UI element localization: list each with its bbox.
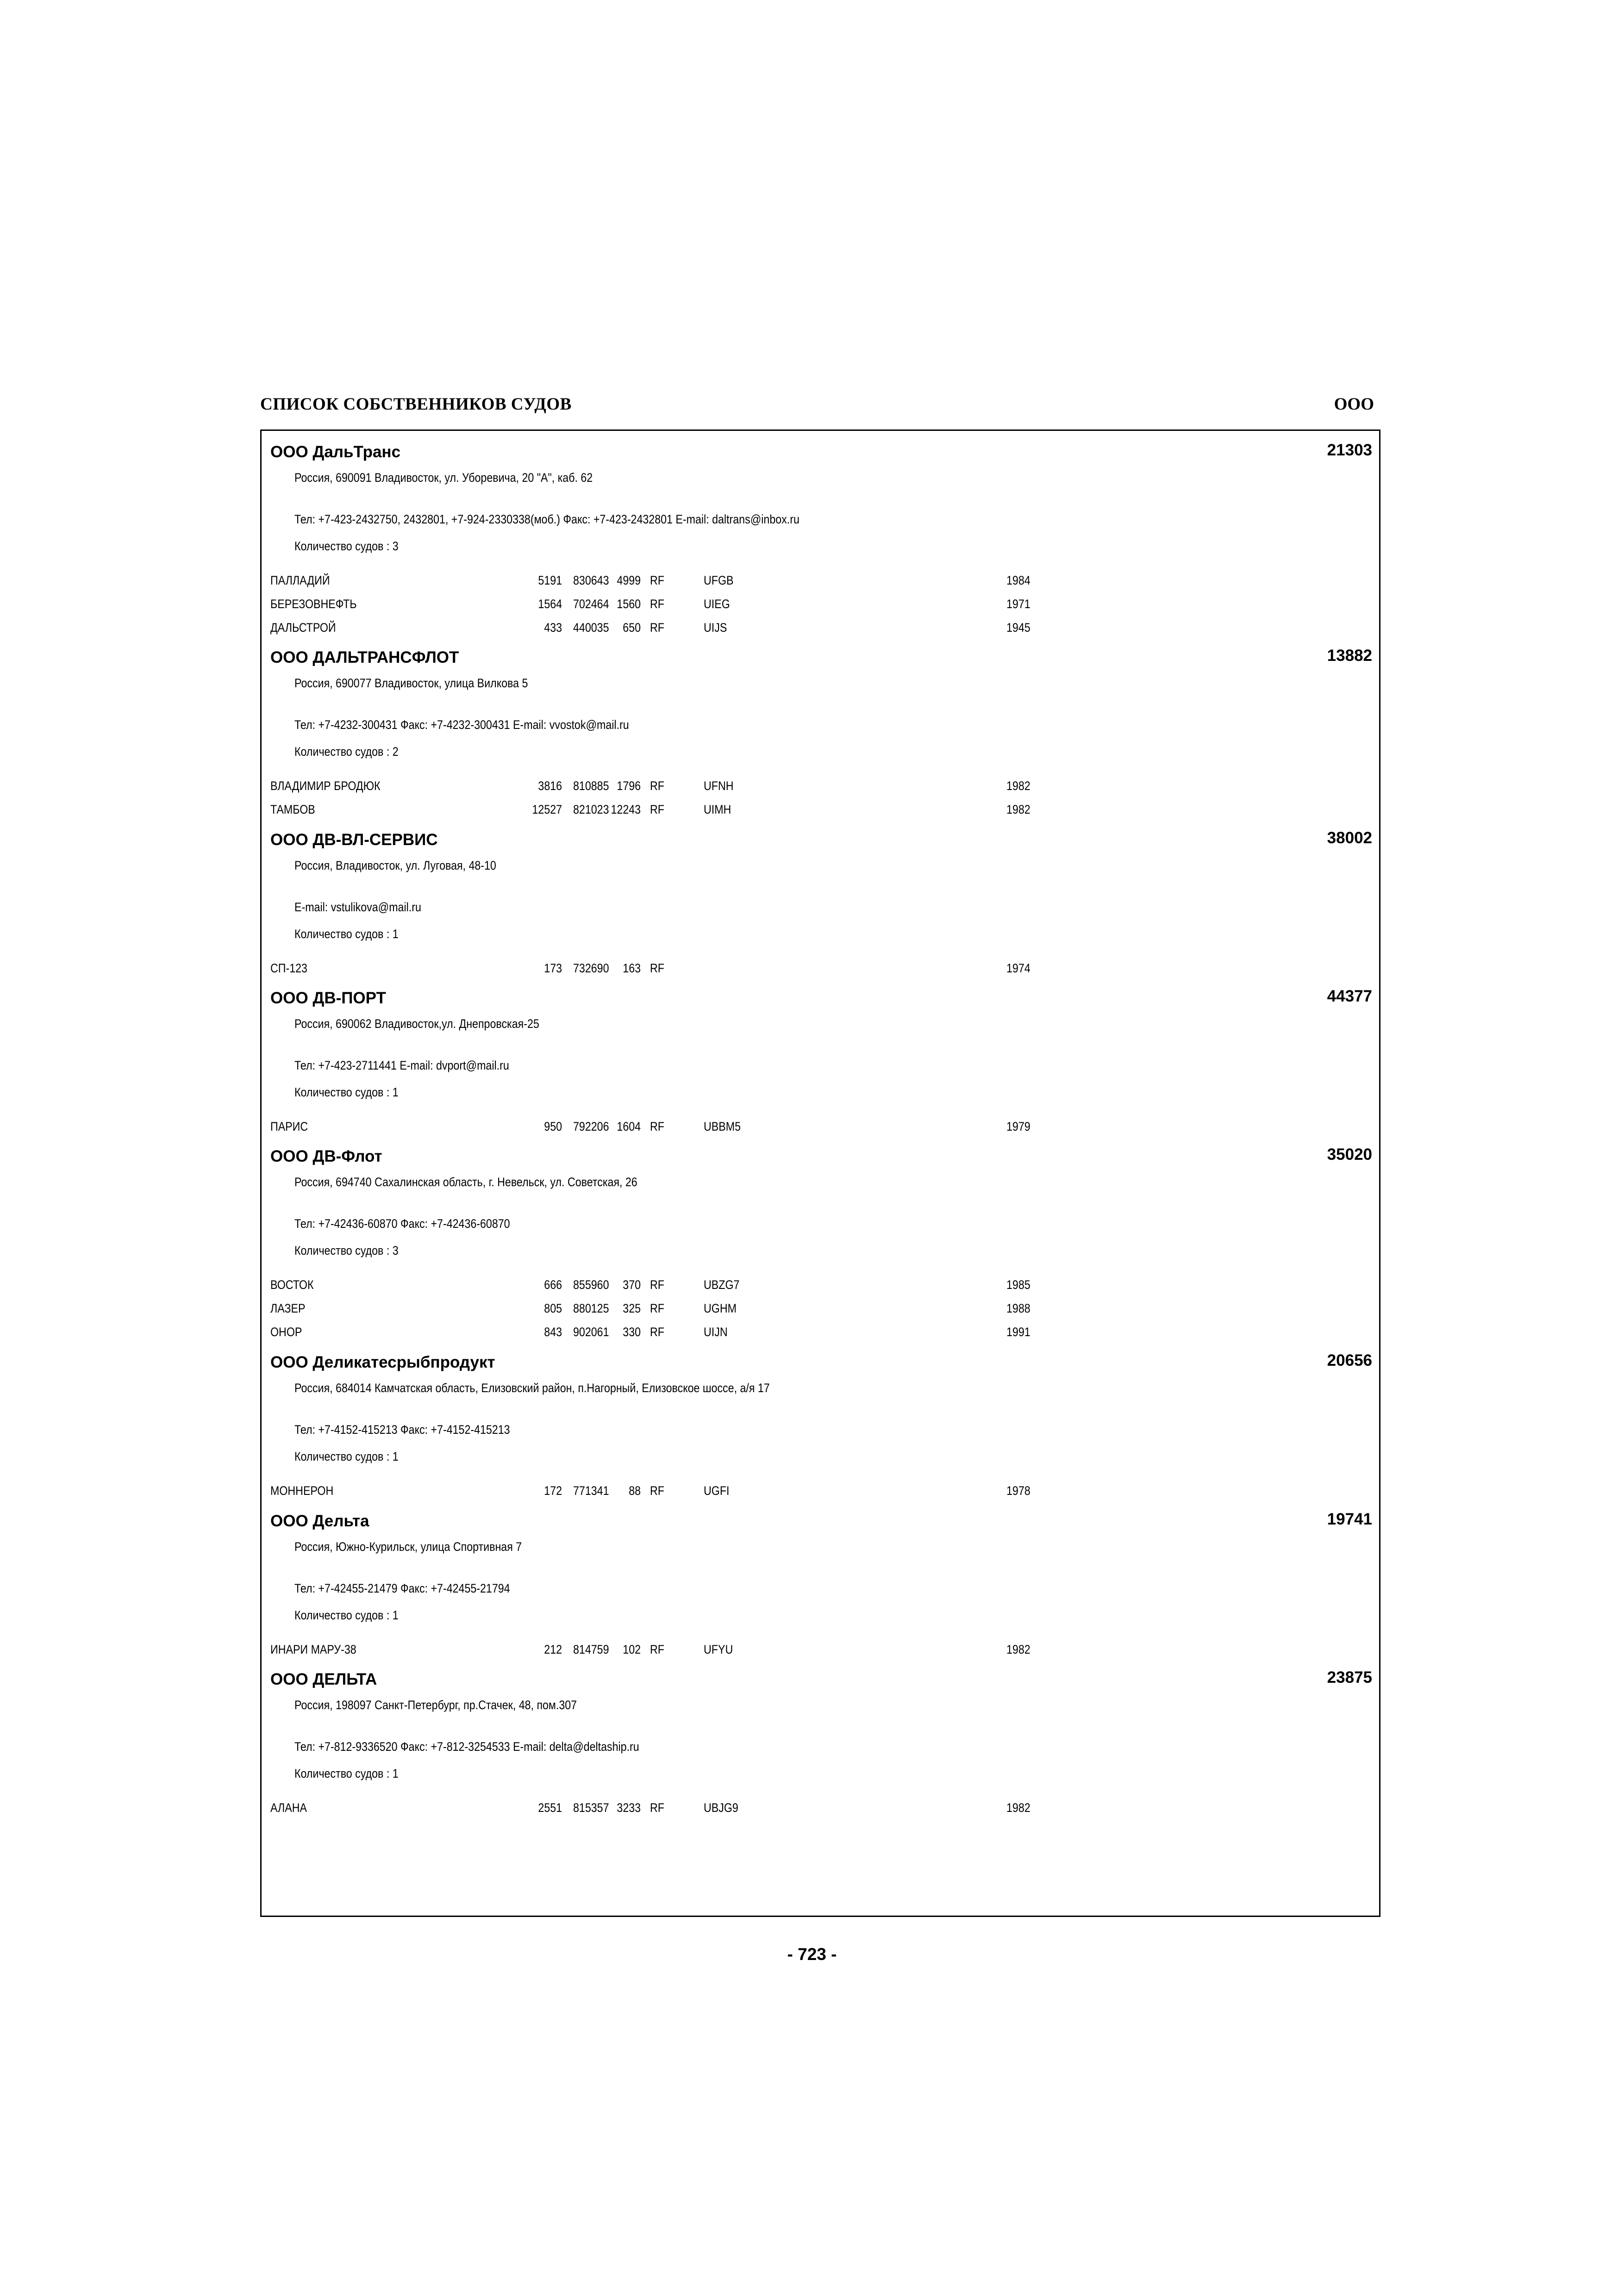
company-contacts: Тел: +7-42436-60870 Факс: +7-42436-60870 (294, 1217, 510, 1231)
vessel-year: 1974 (1006, 961, 1031, 975)
company-address: Россия, 690077 Владивосток, улица Вилкова 5 (294, 676, 528, 690)
vessel-name: ЛАЗЕР (270, 1301, 306, 1315)
vessel-name: АЛАНА (270, 1801, 307, 1815)
company-address: Россия, 694740 Сахалинская область, г. Невельск, ул. Советская, 26 (294, 1175, 637, 1189)
vessel-deadweight: 1560 (617, 597, 641, 611)
company-id: 20656 (1327, 1351, 1372, 1369)
company-name: ООО ДальТранс (270, 443, 401, 461)
vessel-row (270, 1801, 1104, 1819)
vessel-flag: RF (650, 1643, 664, 1656)
vessel-deadweight: 4999 (617, 573, 641, 587)
vessel-number: 771341 (573, 1484, 609, 1498)
company-id: 38002 (1327, 829, 1372, 847)
company-address: Россия, Южно-Курильск, улица Спортивная 7 (294, 1540, 522, 1554)
vessel-row (270, 621, 1104, 639)
vessel-row (270, 597, 1104, 616)
company-contacts: Тел: +7-4232-300431 Факс: +7-4232-300431 E-mail: vvostok@mail.ru (294, 718, 629, 732)
company-id: 35020 (1327, 1145, 1372, 1164)
vessel-year: 1985 (1006, 1278, 1031, 1292)
company-name: ООО ДВ-Флот (270, 1147, 382, 1165)
vessel-deadweight: 88 (629, 1484, 641, 1498)
company-contacts: Тел: +7-423-2711441 E-mail: dvport@mail.ru (294, 1058, 509, 1072)
vessel-deadweight: 1604 (617, 1120, 641, 1133)
vessel-year: 1991 (1006, 1325, 1031, 1339)
vessel-gross-tonnage: 666 (544, 1278, 562, 1292)
vessel-name: ПАРИС (270, 1120, 308, 1133)
vessel-deadweight: 163 (623, 961, 641, 975)
vessel-gross-tonnage: 843 (544, 1325, 562, 1339)
vessel-number: 902061 (573, 1325, 609, 1339)
vessel-flag: RF (650, 1278, 664, 1292)
vessel-deadweight: 12243 (611, 803, 641, 816)
vessel-year: 1982 (1006, 1801, 1031, 1815)
vessel-flag: RF (650, 573, 664, 587)
vessel-flag: RF (650, 597, 664, 611)
vessel-count: Количество судов : 1 (294, 1608, 399, 1622)
vessel-deadweight: 102 (623, 1643, 641, 1656)
vessel-name: МОННЕРОН (270, 1484, 334, 1498)
vessel-callsign: UGHM (704, 1301, 737, 1315)
vessel-name: ПАЛЛАДИЙ (270, 573, 330, 587)
vessel-gross-tonnage: 1564 (538, 597, 562, 611)
vessel-year: 1982 (1006, 1643, 1031, 1656)
vessel-name: СП-123 (270, 961, 307, 975)
vessel-number: 855960 (573, 1278, 609, 1292)
vessel-flag: RF (650, 779, 664, 793)
page-number: - 723 - (787, 1945, 837, 1964)
vessel-count: Количество судов : 1 (294, 927, 399, 941)
vessel-name: ИНАРИ МАРУ-38 (270, 1643, 356, 1656)
vessel-callsign: UIEG (704, 597, 730, 611)
vessel-callsign: UFNH (704, 779, 734, 793)
vessel-deadweight: 1796 (617, 779, 641, 793)
vessel-year: 1971 (1006, 597, 1031, 611)
company-id: 19741 (1327, 1510, 1372, 1528)
company-address: Россия, Владивосток, ул. Луговая, 48-10 (294, 859, 496, 872)
vessel-flag: RF (650, 1484, 664, 1498)
vessel-callsign: UFYU (704, 1643, 733, 1656)
vessel-flag: RF (650, 621, 664, 635)
vessel-callsign: UGFI (704, 1484, 730, 1498)
company-id: 23875 (1327, 1668, 1372, 1686)
vessel-number: 880125 (573, 1301, 609, 1315)
vessel-year: 1984 (1006, 573, 1031, 587)
vessel-gross-tonnage: 212 (544, 1643, 562, 1656)
vessel-row (270, 1643, 1104, 1661)
vessel-row (270, 1325, 1104, 1344)
vessel-number: 792206 (573, 1120, 609, 1133)
vessel-count: Количество судов : 1 (294, 1085, 399, 1099)
vessel-gross-tonnage: 950 (544, 1120, 562, 1133)
vessel-count: Количество судов : 1 (294, 1450, 399, 1463)
vessel-row (270, 803, 1104, 821)
vessel-gross-tonnage: 12527 (532, 803, 562, 816)
vessel-callsign: UBJG9 (704, 1801, 738, 1815)
vessel-row (270, 1484, 1104, 1502)
vessel-year: 1978 (1006, 1484, 1031, 1498)
vessel-flag: RF (650, 1801, 664, 1815)
vessel-count: Количество судов : 1 (294, 1767, 399, 1780)
company-address: Россия, 690091 Владивосток, ул. Уборевича, 20 "А", каб. 62 (294, 471, 593, 485)
company-name: ООО ДЕЛЬТА (270, 1670, 377, 1688)
vessel-name: ДАЛЬСТРОЙ (270, 621, 336, 635)
vessel-year: 1988 (1006, 1301, 1031, 1315)
page-header-section: ООО (1334, 395, 1374, 414)
vessel-flag: RF (650, 1120, 664, 1133)
company-contacts: Тел: +7-4152-415213 Факс: +7-4152-415213 (294, 1423, 510, 1437)
company-name: ООО Деликатесрыбпродукт (270, 1353, 495, 1371)
company-contacts: Тел: +7-42455-21479 Факс: +7-42455-21794 (294, 1581, 510, 1595)
vessel-number: 810885 (573, 779, 609, 793)
vessel-name: ТАМБОВ (270, 803, 315, 816)
company-id: 44377 (1327, 987, 1372, 1005)
vessel-row (270, 779, 1104, 797)
company-name: ООО ДВ-ПОРТ (270, 989, 386, 1007)
vessel-callsign: UBBM5 (704, 1120, 741, 1133)
vessel-count: Количество судов : 2 (294, 745, 399, 759)
vessel-count: Количество судов : 3 (294, 1244, 399, 1257)
company-contacts: Тел: +7-423-2432750, 2432801, +7-924-2330338(моб.) Факс: +7-423-2432801 E-mail: daltrans@inbox.ru (294, 512, 800, 526)
vessel-gross-tonnage: 172 (544, 1484, 562, 1498)
vessel-flag: RF (650, 1325, 664, 1339)
vessel-gross-tonnage: 805 (544, 1301, 562, 1315)
vessel-year: 1982 (1006, 803, 1031, 816)
vessel-callsign: UIJN (704, 1325, 728, 1339)
vessel-deadweight: 370 (623, 1278, 641, 1292)
vessel-flag: RF (650, 961, 664, 975)
vessel-number: 815357 (573, 1801, 609, 1815)
vessel-row (270, 961, 1104, 980)
vessel-year: 1982 (1006, 779, 1031, 793)
company-id: 13882 (1327, 647, 1372, 665)
vessel-row (270, 573, 1104, 592)
vessel-year: 1945 (1006, 621, 1031, 635)
vessel-gross-tonnage: 5191 (538, 573, 562, 587)
vessel-row (270, 1301, 1104, 1320)
vessel-number: 821023 (573, 803, 609, 816)
vessel-row (270, 1278, 1104, 1296)
vessel-number: 702464 (573, 597, 609, 611)
company-name: ООО Дельта (270, 1512, 369, 1530)
listing-frame (260, 429, 1380, 1917)
company-id: 21303 (1327, 441, 1372, 459)
vessel-deadweight: 325 (623, 1301, 641, 1315)
company-contacts: E-mail: vstulikova@mail.ru (294, 900, 421, 914)
page-header-title: СПИСОК СОБСТВЕННИКОВ СУДОВ (260, 395, 572, 414)
vessel-gross-tonnage: 2551 (538, 1801, 562, 1815)
vessel-number: 814759 (573, 1643, 609, 1656)
vessel-flag: RF (650, 803, 664, 816)
vessel-callsign: UBZG7 (704, 1278, 740, 1292)
vessel-number: 830643 (573, 573, 609, 587)
vessel-gross-tonnage: 3816 (538, 779, 562, 793)
vessel-deadweight: 3233 (617, 1801, 641, 1815)
vessel-flag: RF (650, 1301, 664, 1315)
vessel-year: 1979 (1006, 1120, 1031, 1133)
vessel-deadweight: 650 (623, 621, 641, 635)
company-address: Россия, 198097 Санкт-Петербург, пр.Стачек, 48, пом.307 (294, 1698, 577, 1712)
vessel-deadweight: 330 (623, 1325, 641, 1339)
vessel-callsign: UIJS (704, 621, 727, 635)
company-address: Россия, 684014 Камчатская область, Елизовский район, п.Нагорный, Елизовское шоссе, а/я 17 (294, 1381, 770, 1395)
vessel-gross-tonnage: 173 (544, 961, 562, 975)
vessel-count: Количество судов : 3 (294, 539, 399, 553)
vessel-gross-tonnage: 433 (544, 621, 562, 635)
vessel-name: ВЛАДИМИР БРОДЮК (270, 779, 381, 793)
vessel-callsign: UFGB (704, 573, 734, 587)
vessel-number: 440035 (573, 621, 609, 635)
vessel-number: 732690 (573, 961, 609, 975)
company-address: Россия, 690062 Владивосток,ул. Днепровская-25 (294, 1017, 539, 1031)
vessel-row (270, 1120, 1104, 1138)
vessel-name: ОНОР (270, 1325, 302, 1339)
vessel-name: ВОСТОК (270, 1278, 314, 1292)
company-contacts: Тел: +7-812-9336520 Факс: +7-812-3254533 E-mail: delta@deltaship.ru (294, 1740, 639, 1754)
vessel-name: БЕРЕЗОВНЕФТЬ (270, 597, 357, 611)
company-name: ООО ДАЛЬТРАНСФЛОТ (270, 648, 459, 666)
company-name: ООО ДВ-ВЛ-СЕРВИС (270, 831, 438, 849)
vessel-callsign: UIMH (704, 803, 731, 816)
